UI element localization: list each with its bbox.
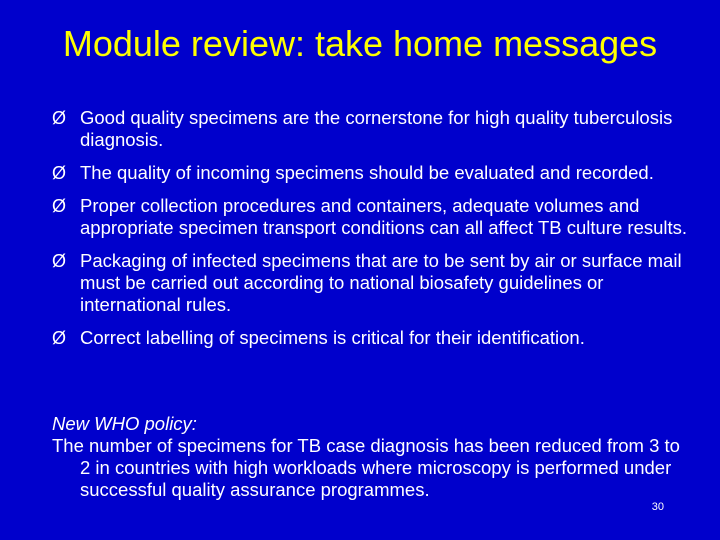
list-item [52, 107, 692, 151]
arrow-bullet-icon: Ø [52, 251, 67, 271]
list-item [52, 162, 692, 184]
who-policy-section [52, 413, 692, 501]
bullet-text: Correct labelling of specimens is critical for their identification. [80, 327, 585, 348]
bullet-text: The quality of incoming specimens should be evaluated and recorded. [80, 162, 654, 183]
policy-heading: New WHO policy: [52, 413, 197, 434]
arrow-bullet-icon: Ø [52, 163, 67, 183]
slide-title: Module review: take home messages [62, 23, 658, 64]
page-number: 30 [651, 501, 664, 513]
list-item [52, 327, 692, 349]
arrow-bullet-icon: Ø [52, 108, 67, 128]
list-item [52, 250, 692, 316]
list-item [52, 195, 692, 239]
bullet-text: Proper collection procedures and containers, adequate volumes and appropriate specimen transport conditions can all affect TB culture results. [80, 195, 688, 238]
arrow-bullet-icon: Ø [52, 196, 67, 216]
take-home-list [52, 107, 692, 360]
bullet-text: Good quality specimens are the cornerstone for high quality tuberculosis diagnosis. [80, 107, 673, 150]
policy-text: The number of specimens for TB case diagnosis has been reduced from 3 to 2 in countries with high workloads where microscopy is performed under successful quality assurance programmes. [52, 435, 680, 500]
arrow-bullet-icon: Ø [52, 328, 67, 348]
bullet-text: Packaging of infected specimens that are to be sent by air or surface mail must be carried out according to national biosafety guidelines or international rules. [80, 250, 682, 315]
